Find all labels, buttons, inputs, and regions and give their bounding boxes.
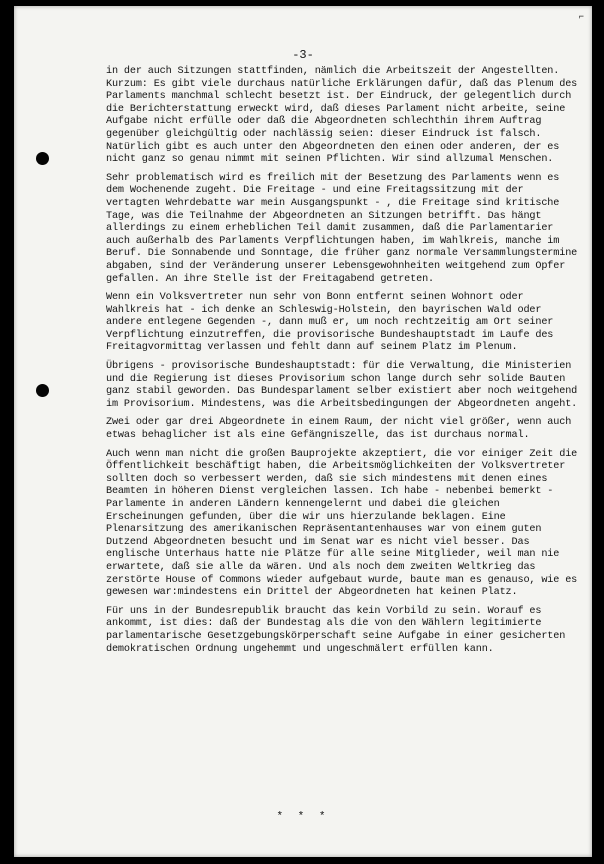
page-number: -3- xyxy=(292,48,314,62)
paragraph-7: Für uns in der Bundesrepublik braucht das kein Vorbild zu sein. Worauf es ankommt, ist dies: daß der Bundestag als die von den Wählern legitimierte parlamentarische Gesetzgebungskörperschaft seine Aufgabe in einer gesicherten demokratischen Ordnung ungehemmt und ungeschmälert erfüllen kann. xyxy=(106,605,566,655)
document-body xyxy=(106,66,580,656)
closing-asterisks: * * * xyxy=(276,811,330,823)
corner-mark: ⌐ xyxy=(578,12,584,22)
paragraph-3: Wenn ein Volksvertreter nun sehr von Bonn entfernt seinen Wohnort oder Wahlkreis hat - ich denke an Schleswig-Holstein, den bayrischen Wald oder andere entlegene Gegenden -, dann muß er, um noch rechtzeitig am Ort seiner Verpflichtung einzutreffen, die provisorische Bundeshauptstadt im Laufe des Freitagvormittag verlassen und fehlt dann auf seinem Platz im Plenum. xyxy=(106,292,554,354)
paragraph-1: in der auch Sitzungen stattfinden, nämlich die Arbeitszeit der Angestellten. Kurzum: Es gibt viele durchaus natürliche Erklärungen dafür, daß das Plenum des Parlaments manchmal schlecht besetzt ist. Der Eindruck, der gelegentlich durch die Berichterstattung erweckt wird, daß dieses Parlament nicht arbeite, seine Aufgabe nicht erfülle oder daß die Abgeordneten schlechthin ihrem Auftrag gegenüber gleichgültig oder nachlässig seien: dieser Eindruck ist falsch. Natürlich gibt es auch unter den Abgeordneten den einen oder anderen, der es nicht ganz so genau nimmt mit seinen Pflichten. Wir sind allzumal Menschen. xyxy=(106,66,578,166)
paragraph-5: Zwei oder gar drei Abgeordnete in einem Raum, der nicht viel größer, wenn auch etwas behaglicher ist als eine Gefängniszelle, das ist durchaus normal. xyxy=(106,417,572,442)
paragraph-6: Auch wenn man nicht die großen Bauprojekte akzeptiert, die vor einiger Zeit die Öffentlichkeit beschäftigt haben, die Arbeitsmöglichkeiten der Volksvertreter sollten doch so verbessert werden, daß sie sich mindestens mit denen eines Beamten in höheren Dienst vergleichen lassen. Ich habe - nebenbei bemerkt - Parlamente in anderen Ländern kennengelernt und dabei die gleichen Erscheinungen gefunden, über die wir uns hierzulande beklagen. Eine Plenarsitzung des amerikanischen Repräsentantenhauses war von einem guten Dutzend Abgeordneten besucht und im Senat war es nicht viel besser. Das englische Unterhaus hatte nie Plätze für alle seine Mitglieder, weil man nie erwartete, daß sie alle da wären. Und als noch dem zweiten Weltkrieg das zerstörte House of Commons wieder aufgebaut wurde, baute man es genauso, wie es gewesen war:mindestens ein Drittel der Abgeordneten hat keinen Platz. xyxy=(106,448,578,599)
paragraph-4: Übrigens - provisorische Bundeshauptstadt: für die Verwaltung, die Ministerien und die Regierung ist dieses Provisorium schon lange durch sehr solide Bauten ganz stabil geworden. Das Bundesparlament selber existiert aber noch weitgehend im Provisorium. Mindestens, was die Arbeitsbedingungen der Abgeordneten angeht. xyxy=(106,361,578,410)
punch-hole-bottom xyxy=(36,384,49,397)
punch-hole-top xyxy=(36,152,49,165)
document-page xyxy=(14,6,592,857)
paragraph-2: Sehr problematisch wird es freilich mit der Besetzung des Parlaments wenn es dem Wochenende zugeht. Die Freitage - und eine Freitagssitzung mit der vertagten Wehrdebatte war mein Ausgangspunkt - , die Freitage sind kritische Tage, was die Teilnahme der Abgeordneten an Sitzungen betrifft. Das hängt allerdings zu einem erheblichen Teil damit zusammen, daß die Parlamentarier auch außerhalb des Parlaments Verpflichtungen haben, im Wahlkreis, manche im Beruf. Die Sonnabende und Sonntage, die früher ganz normale Versammlungstermine abgaben, sind der Veränderung unserer Lebensgewohnheiten weitgehend zum Opfer gefallen. An ihre Stelle ist der Freitagabend getreten. xyxy=(106,172,578,285)
